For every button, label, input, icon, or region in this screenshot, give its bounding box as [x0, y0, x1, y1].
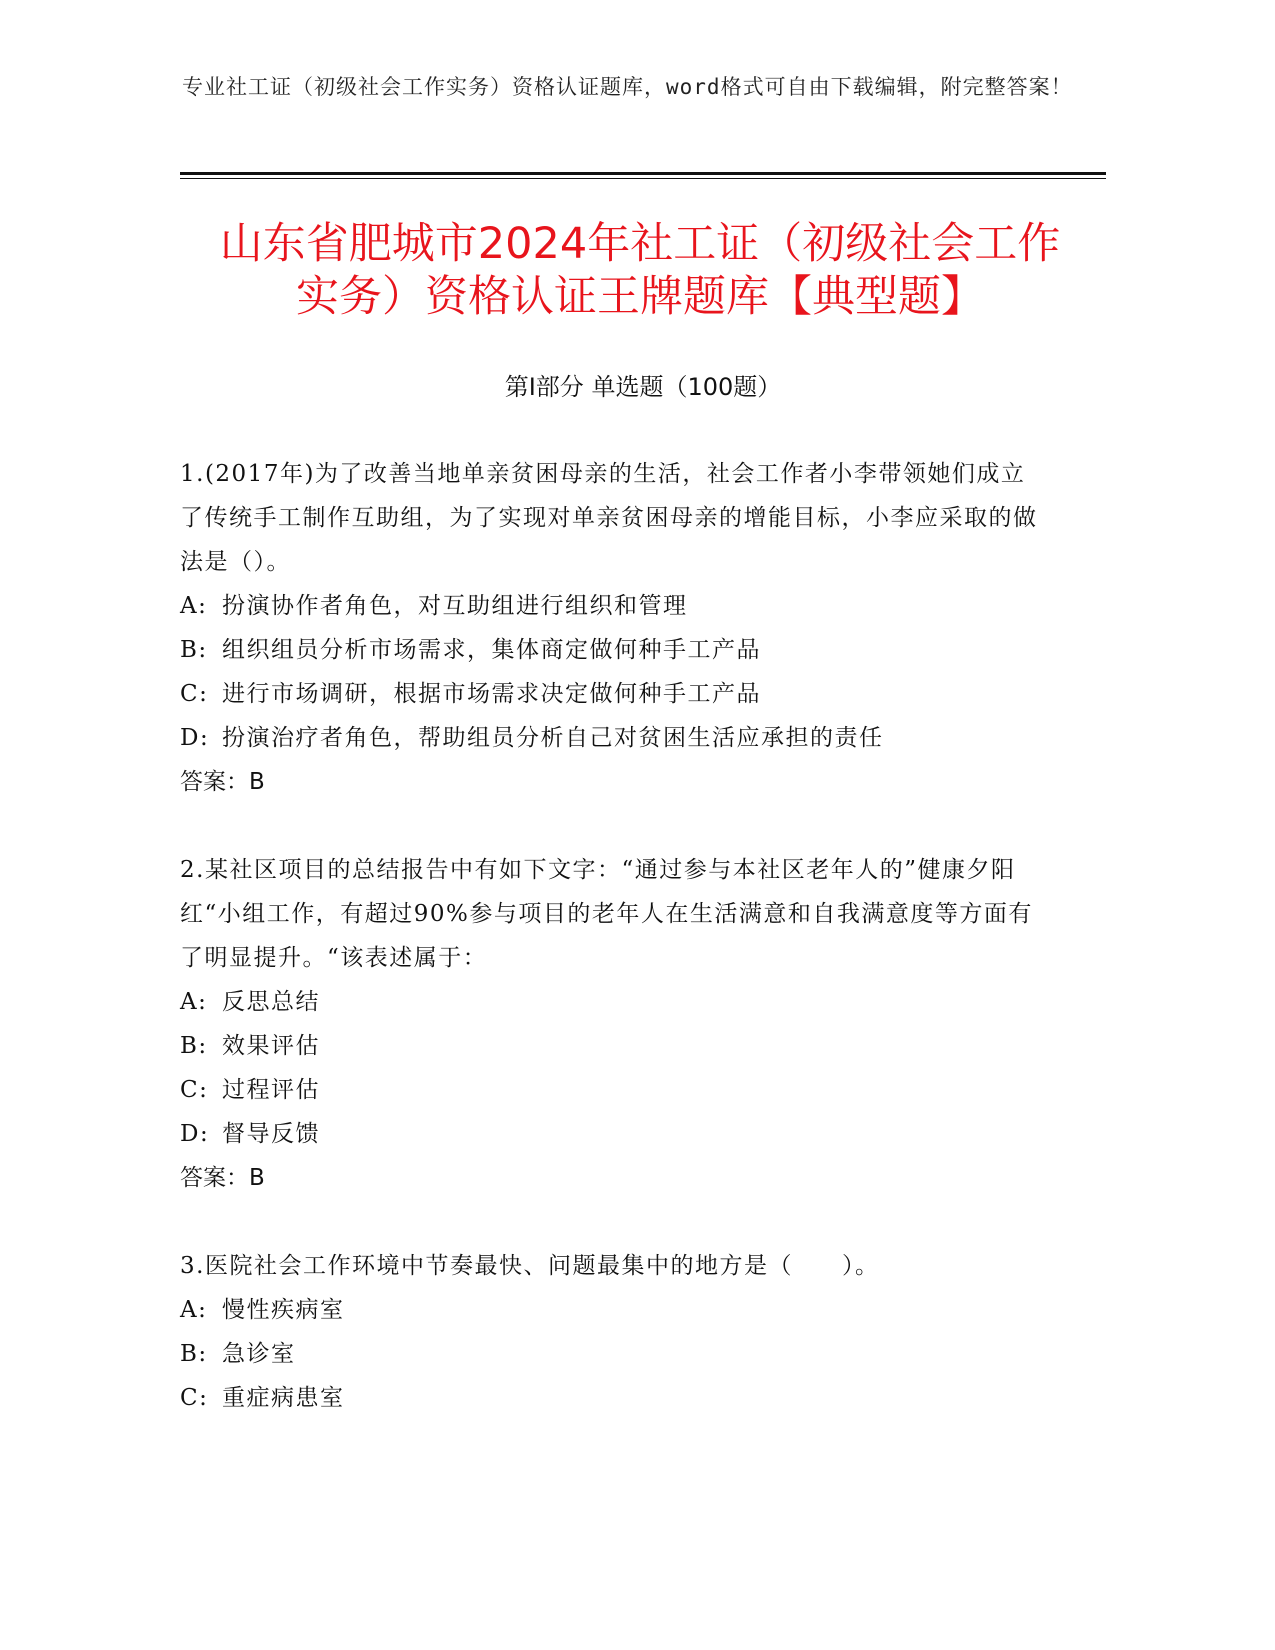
option-c: [180, 672, 1040, 716]
option-letter: D:: [180, 725, 210, 751]
question-stem: 1.(2017年)为了改善当地单亲贫困母亲的生活，社会工作者小李带领她们成立了传统手工制作互助组，为了实现对单亲贫困母亲的增能目标，小李应采取的做法是（）。: [180, 461, 1038, 575]
option-text: 重症病患室: [222, 1385, 345, 1411]
question-list: [180, 452, 1040, 1464]
option-text: 慢性疾病室: [222, 1297, 345, 1323]
option-text: 急诊室: [222, 1341, 296, 1367]
option-text: 效果评估: [222, 1033, 320, 1059]
document-title-line-2: 实务）资格认证王牌题库【典型题】: [296, 272, 984, 322]
option-text: 扮演治疗者角色，帮助组员分析自己对贫困生活应承担的责任: [222, 725, 884, 751]
option-d: [180, 716, 1040, 760]
option-letter: B:: [180, 637, 208, 663]
option-letter: A:: [180, 1297, 208, 1323]
question-1: [180, 452, 1040, 804]
option-letter: D:: [180, 1121, 210, 1147]
question-2: [180, 848, 1040, 1200]
option-a: [180, 1288, 1040, 1332]
question-3: [180, 1244, 1040, 1420]
option-text: 组织组员分析市场需求，集体商定做何种手工产品: [222, 637, 761, 663]
option-b: [180, 1332, 1040, 1376]
option-text: 过程评估: [222, 1077, 320, 1103]
header-note: 专业社工证（初级社会工作实务）资格认证题库，word格式可自由下载编辑，附完整答案！: [182, 75, 1073, 99]
question-stem: 3.医院社会工作环境中节奏最快、问题最集中的地方是（ ）。: [180, 1253, 880, 1279]
option-text: 反思总结: [222, 989, 320, 1015]
option-letter: B:: [180, 1341, 208, 1367]
option-letter: C:: [180, 681, 209, 707]
header-divider-thin: [180, 178, 1106, 179]
option-letter: C:: [180, 1077, 209, 1103]
option-d: [180, 1112, 1040, 1156]
option-text: 进行市场调研，根据市场需求决定做何种手工产品: [222, 681, 761, 707]
question-stem: 2.某社区项目的总结报告中有如下文字：“通过参与本社区老年人的”健康夕阳红“小组工作，有超过90%参与项目的老年人在生活满意和自我满意度等方面有了明显提升。“该表述属于：: [180, 857, 1033, 971]
option-b: [180, 1024, 1040, 1068]
option-text: 督导反馈: [222, 1121, 320, 1147]
option-a: [180, 584, 1040, 628]
option-text: 扮演协作者角色，对互助组进行组织和管理: [222, 593, 688, 619]
answer-line: 答案：B: [180, 1165, 265, 1191]
option-c: [180, 1068, 1040, 1112]
section-title: 第Ⅰ部分 单选题（100题）: [504, 373, 782, 401]
document-title-line-1: 山东省肥城市2024年社工证（初级社会工作: [219, 219, 1061, 269]
option-c: [180, 1376, 1040, 1420]
option-a: [180, 980, 1040, 1024]
option-letter: B:: [180, 1033, 208, 1059]
answer-line: 答案：B: [180, 769, 265, 795]
document-title: [160, 218, 1120, 324]
option-letter: A:: [180, 593, 208, 619]
option-letter: C:: [180, 1385, 209, 1411]
option-letter: A:: [180, 989, 208, 1015]
option-b: [180, 628, 1040, 672]
header-divider-thick: [180, 172, 1106, 175]
